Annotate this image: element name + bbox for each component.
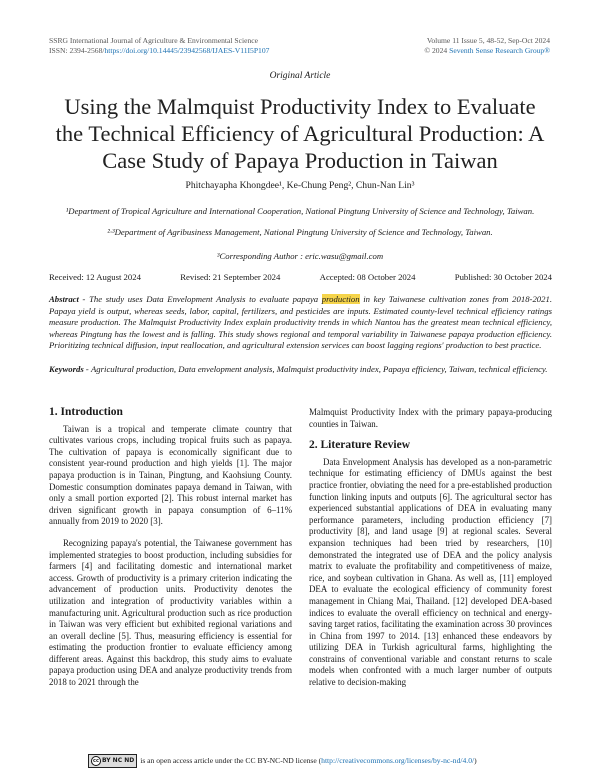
- keywords: [49, 364, 552, 376]
- keywords-text: Agricultural production, Data envelopment analysis, Malmquist productivity index, Papaya efficiency, Taiwan, technical efficiency.: [91, 364, 548, 374]
- intro-paragraph-2: Recognizing papaya's potential, the Taiwanese government has implemented strategies to boost production, including subsidies for farmers [4] and facilitating domestic and international market access. Growth of productivity is a primary criterion indicating the advancement of production units. Productivity denotes the utilization and integration of productivity variables within a manufacturing unit. Agricultural production such as rice production in Taiwan was very efficient but exhibited regional variations and an overall decline [5]. Thus, measuring efficiency is essential for estimating the production frontier to evaluate efficiency among different areas. Against this backdrop, this study aims to evaluate papaya production using DEA and analyze productivity trends from 2018 to 2021 through the: [49, 537, 292, 688]
- authors: Phitchayapha Khongdee¹, Ke-Chung Peng², Chun-Nan Lin³: [185, 180, 415, 191]
- license-text: is an open access article under the CC BY-NC-ND license (: [140, 756, 322, 765]
- lit-review-paragraph: Data Envelopment Analysis has developed as a non-parametric technique for estimating efficiency of DMUs against the best practice frontier, obviating the need for a pre-established production function linking inputs and outputs [6]. The agricultural sector has experienced substantial applications of DEA in evaluating many performance parameters, including production efficiency [7] productivity [8], and land usage [9] at regional scales. Several expansion techniques had been tried by researchers, [10] demonstrated the integrated use of DEA and the policy analysis matrix to evaluate the profitability and competitiveness of maize, rice, and soybean cultivation in Ghana. As well as, [11] employed DEA to evaluate the ecological efficiency of community forest management in Chiang Mai, Thailand. [12] developed DEA-based indices to evaluate the overall efficiency on technical and energy-saving target ratios, facilitating the examination across 30 provinces in China from 1997 to 2014. [13] enhanced these endeavors by utilizing DEA in Turkish agricultural farms, highlighting the constrains of conventional variable and constant returns to scale models when confronted with a much larger number of outputs relative to decision-making: [309, 456, 552, 688]
- license-text-end: ): [474, 756, 477, 765]
- volume-info: Volume 11 Issue 5, 48-52, Sep-Oct 2024: [426, 36, 550, 45]
- doi-link[interactable]: https://doi.org/10.14445/23942568/IJAES-V11I5P107: [104, 46, 270, 55]
- lit-review-heading: 2. Literature Review: [309, 439, 411, 452]
- abstract: [49, 294, 552, 352]
- published-date: Published: 30 October 2024: [454, 272, 552, 282]
- corresponding-author: ³Corresponding Author : eric.wasu@gmail.com: [216, 251, 384, 261]
- abstract-text-1: The study uses Data Envelopment Analysis to evaluate papaya: [89, 294, 322, 304]
- affiliation-1: ¹Department of Tropical Agriculture and International Cooperation, National Pingtung University of Science and Technology, Taiwan.: [65, 206, 535, 216]
- dates-row: [49, 272, 552, 284]
- article-type: Original Article: [269, 71, 331, 81]
- keywords-label: Keywords -: [49, 364, 91, 374]
- received-date: Received: 12 August 2024: [49, 272, 141, 282]
- paper-title: Using the Malmquist Productivity Index to Evaluate the Technical Efficiency of Agricultural Production: A Case Study of Papaya Production in Taiwan: [55, 94, 545, 173]
- copyright: © 2024: [424, 46, 450, 55]
- journal-header: [49, 36, 349, 56]
- abstract-text-2: in key Taiwanese cultivation zones from 2018-2021. Papaya yield is output, whereas seeds, labor, capital, fertilizers, and pesticides are inputs. Estimated county-level technical efficiency ratings measure production. The Malmquist Productivity Index explain productivity trends in which Nantou has the greatest mean technical efficiency, whereas Pingtung has the lowest and is falling. This study shows regional and temporal variability in Taiwanese papaya production efficiency. Prioritizing technical diffusion, input reallocation, and agricultural extension services can boost lagging regions' production to best practice.: [49, 294, 552, 351]
- issn: ISSN: 2394-2568/: [49, 46, 105, 55]
- cc-license-icon: cc BY NC ND: [88, 754, 137, 768]
- abstract-label: Abstract -: [49, 294, 90, 304]
- copyright-line: [330, 46, 550, 56]
- highlighted-word: production: [321, 294, 360, 304]
- intro-continued: Malmquist Productivity Index with the primary papaya-producing counties in Taiwan.: [309, 407, 552, 429]
- accepted-date: Accepted: 08 October 2024: [319, 272, 416, 282]
- intro-paragraph-1: Taiwan is a tropical and temperate climate country that cultivates various crops, including tropical fruits such as papaya. The cultivation of papaya is economically significant due to consistent year-round production and high yields [1]. The major papaya production is in Tainan, Pingtung, and Kaohsiung County. Domestic consumption dominates papaya demand in Taiwan, with only a small portion exported [2]. This robust internal market has driven significant growth in papaya consumption of 6–11% annually from 2019 to 2020 [3].: [49, 423, 292, 527]
- affiliation-2: ²·³Department of Agribusiness Management, National Pingtung University of Science and Technology, Taiwan.: [107, 227, 493, 237]
- volume-header: [330, 36, 550, 56]
- publisher-link[interactable]: Seventh Sense Research Group®: [449, 46, 550, 55]
- left-column: [49, 407, 292, 699]
- license-link[interactable]: http://creativecommons.org/licenses/by-nc-nd/4.0/: [321, 756, 475, 765]
- right-column: [309, 407, 552, 699]
- issn-doi-line: [49, 46, 349, 56]
- intro-heading: 1. Introduction: [49, 406, 123, 418]
- revised-date: Revised: 21 September 2024: [180, 272, 281, 282]
- journal-name: SSRG International Journal of Agriculture & Environmental Science: [49, 36, 258, 45]
- license-footer: [88, 754, 558, 768]
